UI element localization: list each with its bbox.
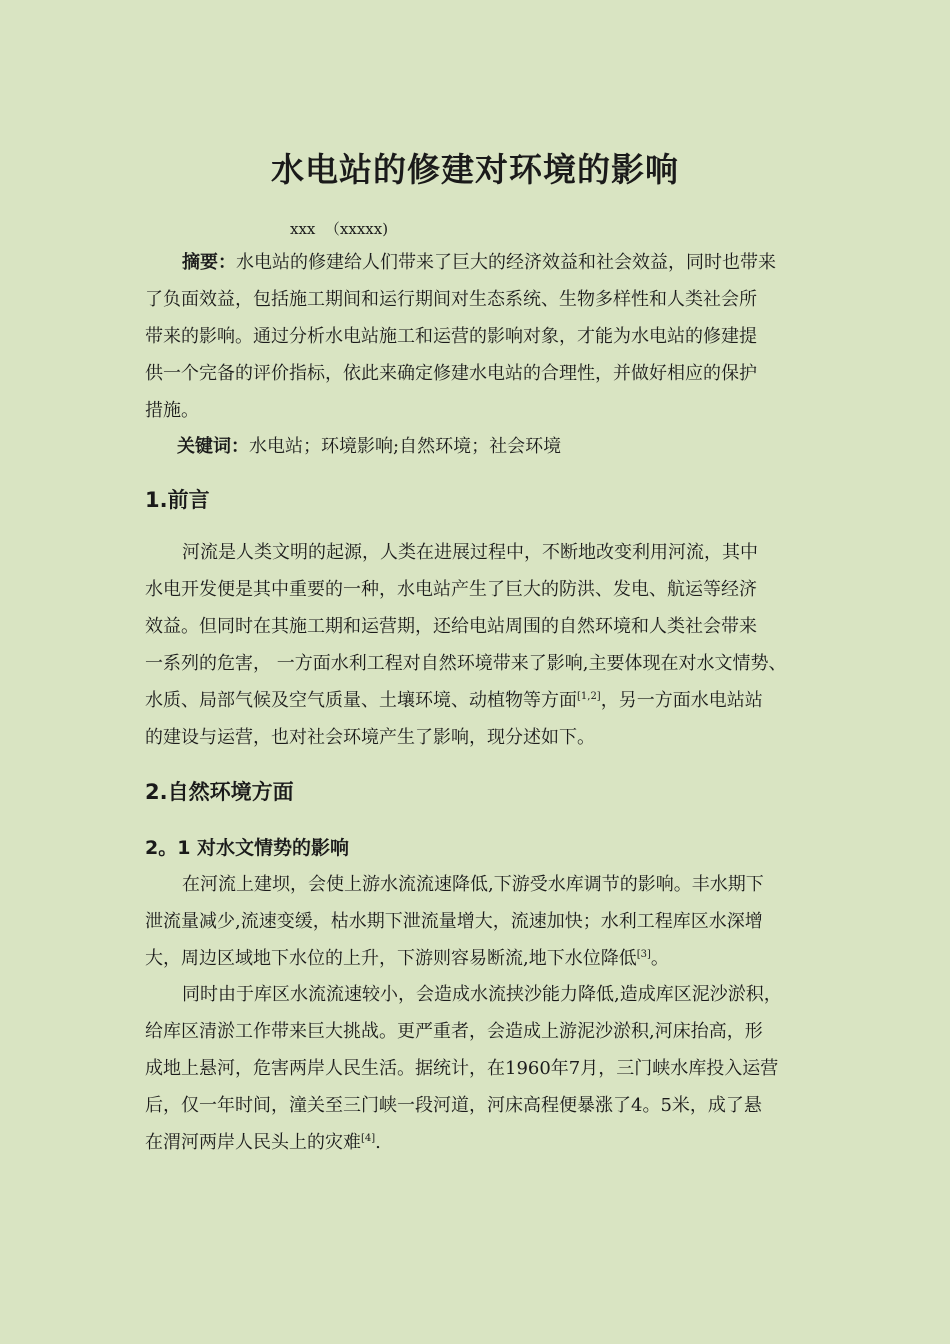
hydrology-line-text: 大，周边区域地下水位的上升，下游则容易断流,地下水位降低 — [145, 948, 637, 969]
hydrology-line — [145, 940, 815, 977]
abstract-line — [145, 244, 815, 281]
intro-line-text: ，另一方面水电站站 — [600, 690, 763, 711]
subsection-heading-hydrology: 2。1 对水文情势的影响 — [145, 837, 350, 859]
keywords-line — [145, 428, 815, 465]
citation-ref: [3] — [636, 949, 651, 960]
intro-line: 水电开发便是其中重要的一种，水电站产生了巨大的防洪、发电、航运等经济 — [145, 579, 757, 600]
document-title: 水电站的修建对环境的影响 — [271, 150, 679, 189]
hydrology-paragraph-1 — [145, 866, 815, 977]
abstract-line: 措施。 — [145, 400, 199, 421]
intro-line: 效益。但同时在其施工期和运营期，还给电站周围的自然环境和人类社会带来 — [145, 616, 757, 637]
intro-line: 河流是人类文明的起源，人类在进展过程中，不断地改变利用河流，其中 — [182, 542, 758, 563]
hydrology-line: 给库区清淤工作带来巨大挑战。更严重者，会造成上游泥沙淤积,河床抬高，形 — [145, 1021, 763, 1042]
hydrology-line: 泄流量减少,流速变缓，枯水期下泄流量增大，流速加快；水利工程库区水深增 — [145, 911, 763, 932]
abstract-line: 带来的影响。通过分析水电站施工和运营的影响对象，才能为水电站的修建提 — [145, 326, 757, 347]
abstract-line: 供一个完备的评价指标，依此来确定修建水电站的合理性，并做好相应的保护 — [145, 363, 757, 384]
hydrology-line: 同时由于库区水流流速较小，会造成水流挟沙能力降低,造成库区泥沙淤积， — [182, 984, 782, 1005]
abstract-paragraph — [145, 244, 815, 429]
abstract-label: 摘要： — [182, 252, 236, 273]
section-heading-intro: 1.前言 — [145, 488, 210, 512]
intro-paragraph — [145, 534, 815, 756]
keywords-paragraph — [145, 428, 815, 465]
citation-ref: [1,2] — [577, 691, 601, 702]
hydrology-line-text: 在渭河两岸人民头上的灾难 — [145, 1132, 361, 1153]
intro-line — [145, 682, 815, 719]
section-heading-natural-environment: 2.自然环境方面 — [145, 780, 294, 804]
intro-line: 一系列的危害， 一方面水利工程对自然环境带来了影响,主要体现在对水文情势、 — [145, 653, 787, 674]
hydrology-paragraph-2 — [145, 976, 815, 1161]
hydrology-line-text: . — [375, 1132, 381, 1153]
hydrology-line-text: 。 — [650, 948, 669, 969]
hydrology-line: 后，仅一年时间，潼关至三门峡一段河道，河床高程便暴涨了4。5米，成了悬 — [145, 1095, 762, 1116]
abstract-text: 水电站的修建给人们带来了巨大的经济效益和社会效益，同时也带来 — [236, 252, 776, 273]
hydrology-line — [145, 1124, 815, 1161]
intro-line: 的建设与运营，也对社会环境产生了影响，现分述如下。 — [145, 727, 595, 748]
citation-ref: [4] — [361, 1133, 376, 1144]
author-line: xxx （xxxxx) — [290, 220, 389, 238]
hydrology-line: 在河流上建坝，会使上游水流流速降低,下游受水库调节的影响。丰水期下 — [182, 874, 764, 895]
intro-line-text: 水质、局部气候及空气质量、土壤环境、动植物等方面 — [145, 690, 577, 711]
keywords-label: 关键词： — [177, 436, 249, 457]
keywords-text: 水电站；环境影响;自然环境；社会环境 — [249, 436, 562, 457]
hydrology-line: 成地上悬河，危害两岸人民生活。据统计，在1960年7月，三门峡水库投入运营 — [145, 1058, 779, 1079]
abstract-line: 了负面效益，包括施工期间和运行期间对生态系统、生物多样性和人类社会所 — [145, 289, 757, 310]
